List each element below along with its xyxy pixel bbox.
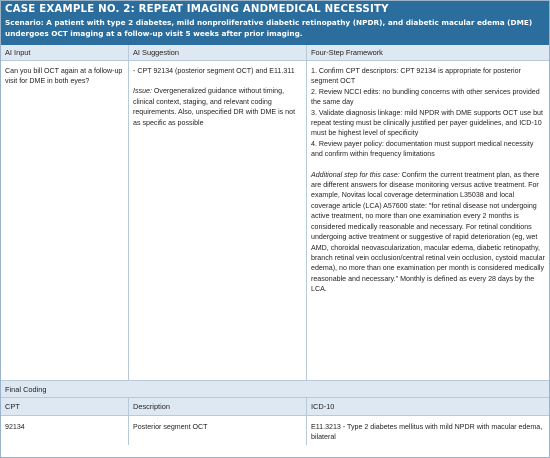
table-row [1, 61, 549, 381]
framework-step-1: 1. Confirm CPT descriptors: CPT 92134 is appropriate for posterior segment OCT [311, 67, 521, 86]
column-header-ai-suggestion: AI Suggestion [129, 45, 307, 60]
framework-step-4: 4. Review payer policy: documentation must support medical necessity and confirm within frequency limitations [311, 139, 534, 159]
final-coding-label: Final Coding [1, 381, 549, 398]
case-header [1, 1, 549, 45]
final-description-value: Posterior segment OCT [129, 416, 307, 445]
ai-input-cell [1, 61, 129, 380]
column-header-row [1, 45, 549, 61]
scenario-text: Scenario: A patient with type 2 diabetes, mild nonproliferative diabetic retinopathy (NPDR), and diabetic macular edema (DME) undergoes OCT imaging at a follow-up visit 5 weeks after prior imaging. [5, 18, 533, 38]
final-header-cpt: CPT [1, 398, 129, 415]
final-coding-row [1, 416, 549, 445]
column-header-ai-input: AI Input [1, 45, 129, 60]
framework-cell [307, 61, 549, 380]
ai-suggestion-codes: - CPT 92134 (posterior segment OCT) and E11.311 [133, 67, 295, 75]
final-header-icd: ICD-10 [311, 402, 335, 411]
final-header-description: Description [129, 398, 307, 415]
ai-input-text: Can you bill OCT again at a follow-up visit for DME in both eyes? [5, 67, 123, 86]
case-title: CASE EXAMPLE NO. 2: REPEAT IMAGING ANDMEDICAL NECESSITY [5, 4, 389, 15]
issue-text: Overgeneralized guidance without timing, clinical context, staging, and relevant coding requirements. Also, unspecified DR with DME is not as specific as possible [133, 87, 296, 127]
final-coding-header-row [1, 398, 549, 416]
additional-step-label: Additional step for this case: [311, 170, 400, 179]
framework-step-2: 2. Review NCCI edits: no bundling concerns with other services provided the same day [311, 87, 540, 107]
issue-label: Issue: [133, 87, 152, 96]
framework-step-3: 3. Validate diagnosis linkage: mild NPDR with DME supports OCT use but repeat testing must be clinically justified per payer guidelines, and ICD-10 must be highest level of specificity [311, 108, 543, 138]
additional-step [311, 170, 545, 295]
final-cpt-value: 92134 [1, 416, 129, 445]
additional-step-text: Confirm the current treatment plan, as there are different answers for disease monitoring versus active treatment. For example, Novitas local coverage determination L35038 and local coverage article (LCA) A57600 state: "for retinal disease not undergoing active treatment, no more than one examination every 2 months is considered medically reasonable and necessary. For retinal conditions undergoing active treatment or suggestive of rapid deterioration (eg, wet AMD, choroidal neovascularization, macular edema, diabetic retinopathy, branch retinal vein occlusion/central retinal vein occlusion, cystoid macular edema), no more than one examination per month is considered medically reasonable and necessary." Monthly is defined as every 28 days by the LCA. [311, 170, 545, 294]
ai-suggestion-cell [129, 61, 307, 380]
final-icd-value: E11.3213 - Type 2 diabetes mellitus with mild NPDR with macular edema, bilateral [311, 423, 543, 442]
ai-suggestion-issue [133, 86, 302, 128]
column-header-framework: Four-Step Framework [311, 48, 383, 57]
